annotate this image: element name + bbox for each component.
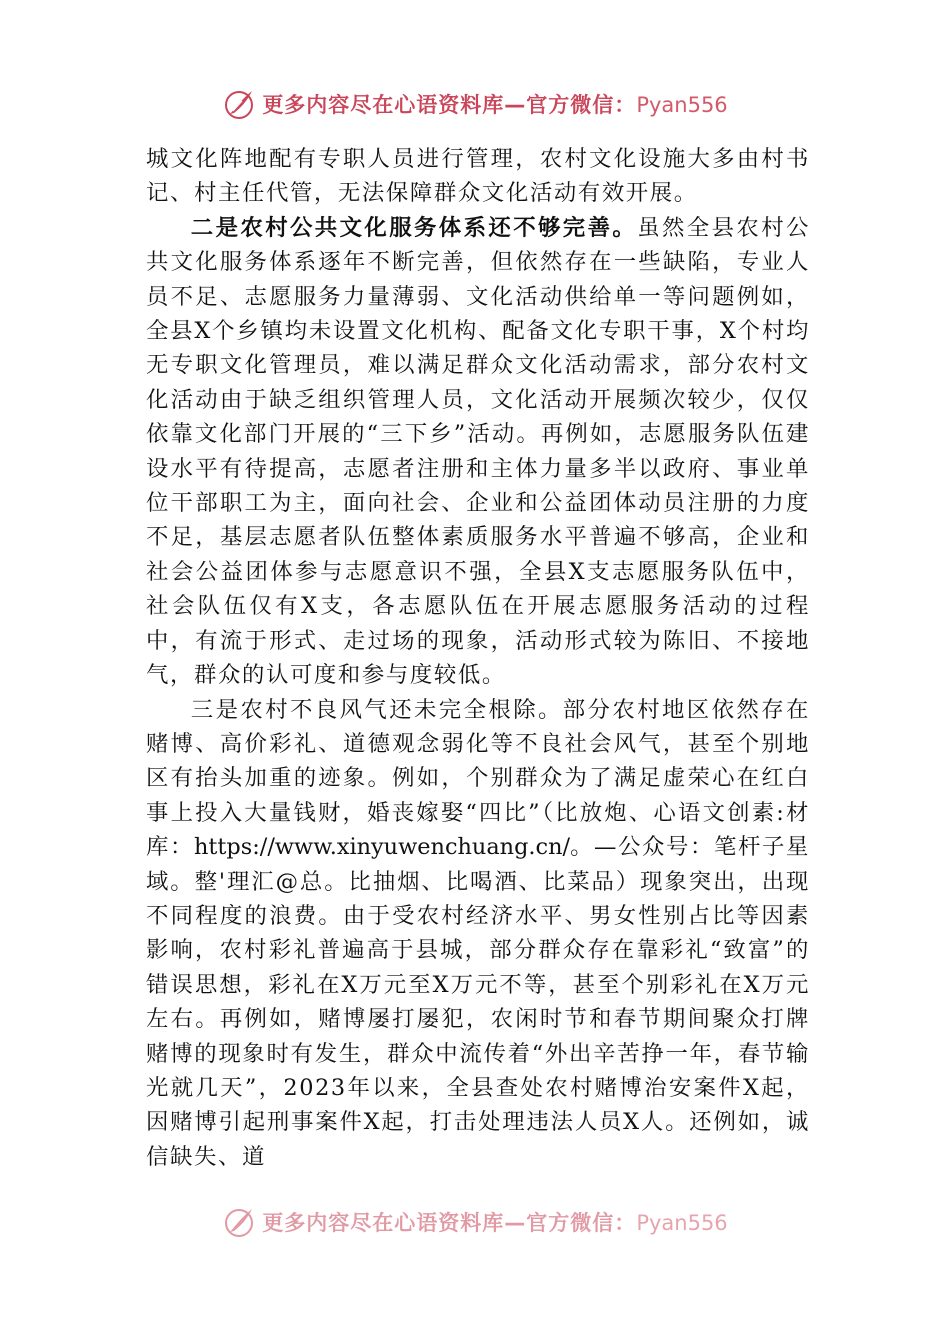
footer-watermark-label: 更多内容尽在心语资料库—官方微信： [262,1211,637,1235]
paragraph-1: 城文化阵地配有专职人员进行管理，农村文化设施大多由村书记、村主任代管，无法保障群众文化活动有效开展。 [146,146,810,207]
paragraph-2 [146,211,810,693]
quill-pen-logo-icon [222,87,256,121]
header-watermark-handle: Pyan556 [636,93,728,117]
paragraph-3-part2: 。—公众号：笔杆子星域。整'理汇@总。比抽烟、比喝酒、比菜品）现象突出，出现不同程度的浪费。由于受农村经济水平、男女性别占比等因素影响，农村彩礼普遍高于县城，部分群众存在靠彩礼“致富”的错误思想，彩礼在X万元至X万元不等，甚至个别彩礼在X万元左右。再例如，赌博屡打屡犯，农闲时节和春节期间聚众打牌赌博的现象时有发生，群众中流传着“外出辛苦挣一年，春节输光就几天”，2023年以来，全县查处农村赌博治安案件X起，因赌博引起刑事案件X起，打击处理违法人员X人。还例如，诚信缺失、道 [146,834,811,1170]
header-watermark-text [262,89,727,119]
paragraph-3-part1: 三是农村不良风气还未完全根除。部分农村地区依然存在赌博、高价彩礼、道德观念弱化等不良社会风气，甚至个别地区有抬头加重的迹象。例如，个别群众为了满足虚荣心在红白事上投入大量钱财，婚丧嫁娶“四比”（比放炮、心语文创素:材库： [146,696,810,861]
document-body [146,142,810,1174]
footer-watermark-handle: Pyan556 [636,1211,728,1235]
paragraph-3 [146,693,810,1175]
quill-pen-logo-icon [222,1205,256,1239]
paragraph-2-body: 虽然全县农村公共文化服务体系逐年不断完善，但依然存在一些缺陷，专业人员不足、志愿服务力量薄弱、文化活动供给单一等问题例如，全县X个乡镇均未设置文化机构、配备文化专职干事，X个村均无专职文化管理员，难以满足群众文化活动需求，部分农村文化活动由于缺乏组织管理人员，文化活动开展频次较少，仅仅依靠文化部门开展的“三下乡”活动。再例如，志愿服务队伍建设水平有待提高，志愿者注册和主体力量多半以政府、事业单位干部职工为主，面向社会、企业和公益团体动员注册的力度不足，基层志愿者队伍整体素质服务水平普遍不够高，企业和社会公益团体参与志愿意识不强，全县X支志愿服务队伍中，社会队伍仅有X支，各志愿队伍在开展志愿服务活动的过程中，有流于形式、走过场的现象，活动形式较为陈旧、不接地气，群众的认可度和参与度较低。 [146,214,810,689]
header-watermark-label: 更多内容尽在心语资料库—官方微信： [262,93,637,117]
footer-watermark [0,1202,950,1242]
paragraph-2-heading: 二是农村公共文化服务体系还不够完善。 [190,214,638,241]
footer-watermark-text [262,1207,727,1237]
footer-watermark-inner [222,1205,727,1239]
header-watermark-inner [222,87,727,121]
paragraph-3-url: https://www.xinyuwenchuang.cn/ [194,834,571,861]
header-watermark [0,82,950,126]
